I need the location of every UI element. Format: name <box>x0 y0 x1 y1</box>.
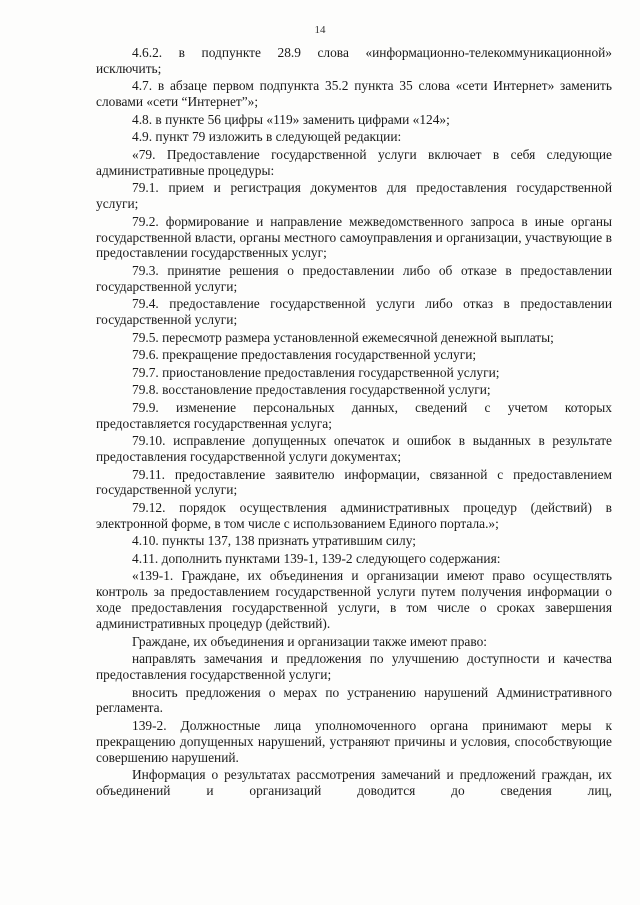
paragraph-rights-intro: Граждане, их объединения и организации также имеют право: <box>132 633 487 649</box>
paragraph-79-2: 79.2. формирование и направление межведомственного запроса в иные органы государственной власти, органы местного самоуправления и организации, участвующие в предоставлении государственных услуг; <box>96 213 612 261</box>
paragraph-4-11: 4.11. дополнить пунктами 139-1, 139-2 следующего содержания: <box>132 550 501 566</box>
paragraph-79-10: 79.10. исправление допущенных опечаток и ошибок в выданных в результате предоставления государственной услуги документах; <box>96 433 612 465</box>
paragraph-79-12: 79.12. порядок осуществления административных процедур (действий) в электронной форме, в том числе с использованием Единого портала.»; <box>96 499 612 531</box>
paragraph-79-7: 79.7. приостановление предоставления государственной услуги; <box>132 364 500 380</box>
paragraph-results-info: Информация о результатах рассмотрения замечаний и предложений граждан, их объединений и организаций доводится до сведения лиц, <box>96 767 612 799</box>
paragraph-79-3: 79.3. принятие решения о предоставлении либо об отказе в предоставлении государственной услуги; <box>96 262 612 294</box>
paragraph-79-11: 79.11. предоставление заявителю информации, связанной с предоставлением государственной услуги; <box>96 466 612 498</box>
paragraph-79-4: 79.4. предоставление государственной услуги либо отказ в предоставлении государственной услуги; <box>96 296 612 328</box>
paragraph-79-intro: «79. Предоставление государственной услуги включает в себя следующие административные процедуры: <box>96 146 612 178</box>
paragraph-79-8: 79.8. восстановление предоставления государственной услуги; <box>132 382 491 398</box>
paragraph-79-5: 79.5. пересмотр размера установленной ежемесячной денежной выплаты; <box>132 329 554 345</box>
paragraph-4-6-2: 4.6.2. в подпункте 28.9 слова «информационно-телекоммуникационной» исключить; <box>96 45 612 76</box>
paragraph-rights-remarks: направлять замечания и предложения по улучшению доступности и качества предоставления государственной услуги; <box>96 651 612 682</box>
paragraph-79-6: 79.6. прекращение предоставления государственной услуги; <box>132 347 477 363</box>
paragraph-4-10: 4.10. пункты 137, 138 признать утратившим силу; <box>132 533 416 549</box>
paragraph-139-2: 139-2. Должностные лица уполномоченного органа принимают меры к прекращению допущенных нарушений, устраняют причины и условия, способствующие совершению нарушений. <box>96 717 612 765</box>
paragraph-79-9: 79.9. изменение персональных данных, сведений с учетом которых предоставляется государственная услуга; <box>96 399 612 431</box>
paragraph-139-1: «139-1. Граждане, их объединения и организации имеют право осуществлять контроль за предоставлением государственной услуги путем получения информации о ходе предоставления государственной услуги, в том числе о сроках завершения административных процедур (действий). <box>96 568 612 632</box>
paragraph-rights-proposals: вносить предложения о мерах по устранению нарушений Административного регламента. <box>96 684 612 716</box>
paragraph-79-1: 79.1. прием и регистрация документов для предоставления государственной услуги; <box>96 180 612 212</box>
paragraph-4-8: 4.8. в пункте 56 цифры «119» заменить цифрами «124»; <box>132 111 450 127</box>
page-number: 14 <box>314 24 326 36</box>
paragraph-4-7: 4.7. в абзаце первом подпункта 35.2 пункта 35 слова «сети Интернет» заменить словами «сети “Интернет”»; <box>96 78 612 110</box>
paragraph-4-9: 4.9. пункт 79 изложить в следующей редакции: <box>132 129 402 145</box>
document-body <box>96 45 612 801</box>
